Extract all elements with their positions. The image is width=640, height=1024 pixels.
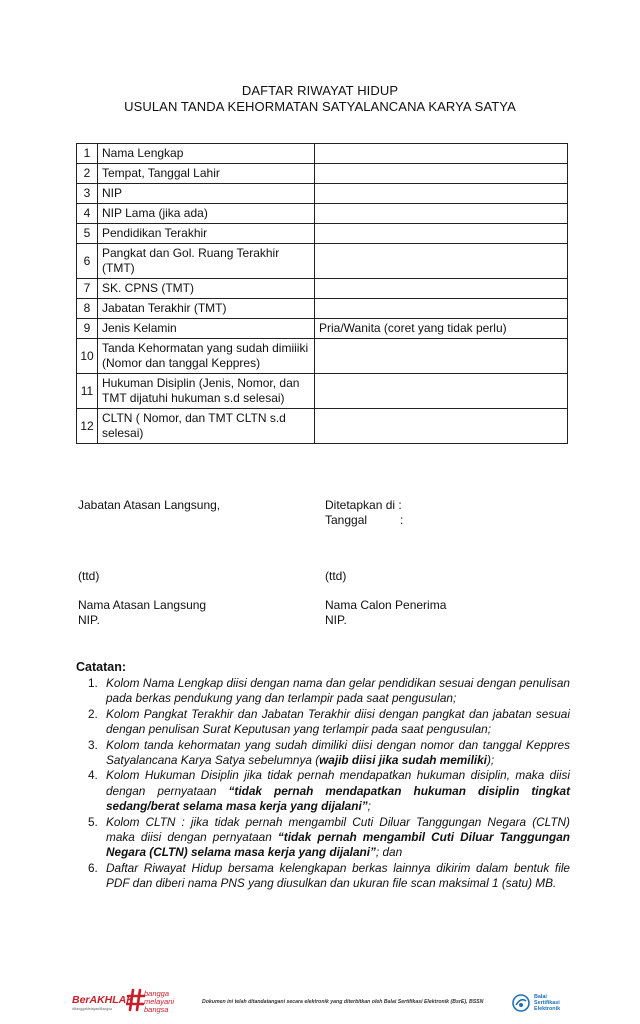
row-value-field[interactable] bbox=[315, 279, 568, 299]
bsre-line-1: Balai bbox=[534, 994, 547, 1000]
table-row bbox=[77, 224, 568, 244]
row-label: Tanda Kehormatan yang sudah dimiiiki (Nomor dan tanggal Keppres) bbox=[98, 339, 315, 374]
row-number: 11 bbox=[77, 374, 98, 409]
row-number: 12 bbox=[77, 409, 98, 444]
table-row bbox=[77, 204, 568, 224]
row-number: 3 bbox=[77, 184, 98, 204]
row-value-field[interactable] bbox=[315, 224, 568, 244]
tagline-bangsa: bangsa bbox=[144, 1005, 169, 1014]
recipient-name: Nama Calon Penerima bbox=[325, 598, 447, 612]
place-label: Ditetapkan di : bbox=[325, 498, 402, 512]
superior-name: Nama Atasan Langsung bbox=[78, 598, 207, 612]
signature-left: (ttd) bbox=[78, 569, 100, 583]
table-row bbox=[77, 144, 568, 164]
row-label: Jabatan Terakhir (TMT) bbox=[98, 299, 315, 319]
note-text: ; dan bbox=[375, 845, 403, 860]
row-value-field[interactable] bbox=[315, 164, 568, 184]
note-text: Daftar Riwayat Hidup bersama kelengkapan berkas lainnya dikirim dalam bentuk file PDF dan diberi nama PNS yang diusulkan dan ukuran file scan maksimal 1 (satu) MB. bbox=[106, 860, 570, 891]
row-label: NIP bbox=[98, 184, 315, 204]
table-row bbox=[77, 244, 568, 279]
footer bbox=[72, 990, 572, 1014]
row-number: 4 bbox=[77, 204, 98, 224]
superior-position-label: Jabatan Atasan Langsung, bbox=[78, 498, 221, 512]
tagline-melayani: melayani bbox=[144, 997, 175, 1006]
bsre-logo bbox=[512, 992, 572, 1014]
superior-nip: NIP. bbox=[78, 613, 100, 627]
row-label: SK. CPNS (TMT) bbox=[98, 279, 315, 299]
row-label: Pendidikan Terakhir bbox=[98, 224, 315, 244]
note-number: 4. bbox=[88, 768, 98, 783]
date-label: Tanggal bbox=[325, 513, 368, 527]
note-text: Kolom Pangkat Terakhir dan Jabatan Terakhir diisi dengan pangkat dan jabatan sesuai dengan penulisan Surat Keputusan yang terlampir pada saat pengusulan; bbox=[106, 706, 570, 737]
note-number: 3. bbox=[88, 737, 98, 752]
note-item bbox=[76, 861, 570, 892]
row-value-field[interactable] bbox=[315, 339, 568, 374]
berakhlak-logo-text: BerAKHLAK bbox=[72, 994, 134, 1006]
note-emphasis: “tidak pernah mendapatkan hukuman disiplin tingkat sedang/berat selama masa kerja yang dijalani” bbox=[106, 783, 570, 814]
row-value-field[interactable] bbox=[315, 244, 568, 279]
note-number: 5. bbox=[88, 814, 98, 829]
row-value-field[interactable] bbox=[315, 144, 568, 164]
row-label: Pangkat dan Gol. Ruang Terakhir (TMT) bbox=[98, 244, 315, 279]
note-text: Kolom Nama Lengkap diisi dengan nama dan gelar pendidikan sesuai dengan penulisan pada berkas pendukung yang dan terlampir pada saat pengusulan; bbox=[106, 676, 570, 706]
note-emphasis: “tidak pernah mengambil Cuti Diluar Tanggungan Negara (CLTN) selama masa kerja yang dijalani” bbox=[106, 830, 570, 860]
row-label: NIP Lama (jika ada) bbox=[98, 204, 315, 224]
row-label: CLTN ( Nomor, dan TMT CLTN s.d selesai) bbox=[98, 409, 315, 444]
note-number: 6. bbox=[88, 860, 98, 875]
note-emphasis: wajib diisi jika sudah memiliki bbox=[319, 753, 487, 768]
berakhlak-logo bbox=[72, 989, 200, 1014]
note-text: ; bbox=[367, 799, 371, 814]
note-text: Kolom tanda kehormatan yang sudah dimiliki diisi dengan nomor dan tanggal Keppres Satyalancana Karya Satya sebelumnya ( bbox=[106, 737, 570, 768]
electronic-signature-note: Dokumen ini telah ditandatangani secara elektronik yang diterbitkan oleh Balai Sertifikasi Elektronik (BsrE), BSSN bbox=[202, 999, 484, 1005]
table-row bbox=[77, 279, 568, 299]
row-number: 5 bbox=[77, 224, 98, 244]
row-number: 9 bbox=[77, 319, 98, 339]
note-number: 1. bbox=[88, 676, 98, 690]
row-value-field[interactable] bbox=[315, 374, 568, 409]
row-label: Tempat, Tanggal Lahir bbox=[98, 164, 315, 184]
row-number: 10 bbox=[77, 339, 98, 374]
document-subtitle: USULAN TANDA KEHORMATAN SATYALANCANA KARYA SATYA bbox=[124, 99, 516, 114]
note-item bbox=[76, 738, 570, 769]
bsre-line-2: Sertifikasi bbox=[534, 1000, 560, 1006]
row-label: Nama Lengkap bbox=[98, 144, 315, 164]
note-item bbox=[76, 768, 570, 814]
biodata-table bbox=[76, 143, 568, 444]
hashtag-icon bbox=[126, 988, 146, 1012]
tagline-bangga: bangga bbox=[144, 989, 170, 998]
note-item bbox=[76, 815, 570, 861]
row-number: 8 bbox=[77, 299, 98, 319]
table-row bbox=[77, 409, 568, 444]
row-value-field[interactable] bbox=[315, 204, 568, 224]
table-row bbox=[77, 339, 568, 374]
signature-right: (ttd) bbox=[325, 569, 347, 583]
table-row bbox=[77, 184, 568, 204]
recipient-nip: NIP. bbox=[325, 613, 347, 627]
row-number: 2 bbox=[77, 164, 98, 184]
table-row bbox=[77, 164, 568, 184]
note-text: Kolom Hukuman Disiplin jika tidak pernah mendapatkan hukuman disiplin, maka diisi dengan pernyataan bbox=[106, 768, 570, 798]
note-item bbox=[76, 707, 570, 738]
date-colon: : bbox=[400, 513, 404, 527]
row-value-field[interactable]: Pria/Wanita (coret yang tidak perlu) bbox=[315, 319, 568, 339]
notes-list bbox=[76, 676, 570, 892]
row-number: 1 bbox=[77, 144, 98, 164]
note-text: ); bbox=[486, 753, 495, 768]
document-title: DAFTAR RIWAYAT HIDUP bbox=[241, 83, 399, 98]
table-row bbox=[77, 374, 568, 409]
bsre-emblem-icon bbox=[512, 994, 530, 1012]
note-number: 2. bbox=[88, 706, 98, 721]
row-label: Jenis Kelamin bbox=[98, 319, 315, 339]
row-value-field[interactable] bbox=[315, 409, 568, 444]
row-label: Hukuman Disiplin (Jenis, Nomor, dan TMT dijatuhi hukuman s.d selesai) bbox=[98, 374, 315, 409]
row-number: 6 bbox=[77, 244, 98, 279]
table-row bbox=[77, 299, 568, 319]
bsre-line-3: Elektronik bbox=[534, 1006, 561, 1012]
row-number: 7 bbox=[77, 279, 98, 299]
row-value-field[interactable] bbox=[315, 299, 568, 319]
table-row bbox=[77, 319, 568, 339]
row-value-field[interactable] bbox=[315, 184, 568, 204]
bsre-text bbox=[534, 994, 560, 1012]
berakhlak-logo-subtext: #BanggaMelayaniBangsa bbox=[72, 1007, 112, 1011]
note-text: Kolom CLTN : jika tidak pernah mengambil Cuti Diluar Tanggungan Negara (CLTN) maka diisi dengan pernyataan bbox=[106, 814, 570, 845]
notes-title: Catatan: bbox=[76, 660, 127, 674]
note-item bbox=[76, 676, 570, 707]
